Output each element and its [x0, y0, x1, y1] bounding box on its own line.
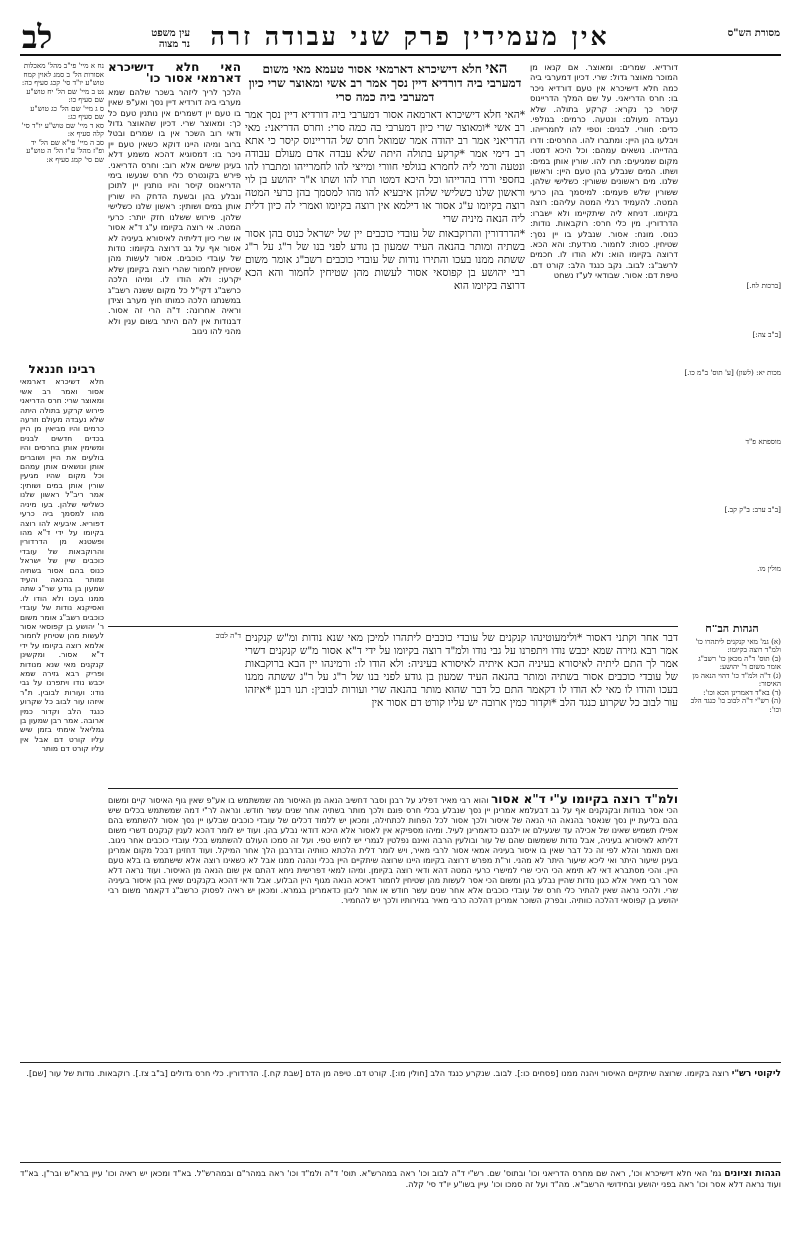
- hagahot-vetziyunim: [20, 1168, 781, 1228]
- section-divider: [108, 788, 678, 789]
- masoret-hashas-label: מסורת הש"ס: [727, 28, 780, 39]
- gemara-paragraph: *הדרדורין והרוקבאות של עובדי כוכבים יין של ישראל כנוס בהן אסור בשתיה ומותר בהנאה העיד שמעון בן גודע לפני בנו של ר"ג על ר"ג ששתה ממנו בעכו והתירו נודות של עובדי כוכבים רשב"ג אומר משום רבי יהושע בן קפוסאי אסור לעשות מהן שטיחין לחמור והא הכא דרוצה בקיומו הוא: [245, 228, 525, 292]
- rabenu-chananel-text: חלא דשיכרא דארמאי אסור ואמר רב אשי ומאוצר שרי: חרס הדריאני פירוש קרקע בתולה היתה שלא נעבדה מעולם וזרעה כרמים והיו מביאין מן היין בכדים חדשים לבנים ומשימין אותן בחרסים והיו בולעים את היין ושוברים אותן ונושאים אותן עמהם וכל מקום שהיו מגיעין שורין אותן במים ושותין: אמר ריב"ל ראשון שלנו כשלישי שלהן. בעו מיניה מהו למסמך ביה כרעי דפוריא. איבעיא להו רוצה בקיומו על ידי ד"א מהו ופשטנא מן הדרדורין והרוקבאות של עובדי כוכבים שיין של ישראל כנוס בהם אסור בשתיה ומותר בהנאה והעיד שמעון בן גודע שר"ג שתה ממנו בעכו ולא הודו לו. ואסיקנא נודות של עובדי כוכבים רשב"ג אומר משום ר' יהושע בן קפוסאי אסור לעשות מהן שטיחין לחמור אלמא רוצה בקיומו על ידי ד"א אסור. ומקשינן קנקנים מאי שנא מנודות ופריק רבא גזירה שמא יכבש נודו ויתפרנו על גבי נודו: ועורות לבובין. ת"ר איזהו עור לבוב כל שקרוע כנגד הלב וקדור כמין ארובה. אמר רבן שמעון בן גמליאל אימתי בזמן שיש עליו קורט דם אבל אין עליו קורט דם מותר: [20, 377, 104, 754]
- footer-divider: [20, 1162, 781, 1163]
- ein-mishpat-item: סב ה מיי' פי"א שם הל' יד ופ"ז מהל' ע"ז הל' ה טוש"ע שם סי' קמג סעיף א:: [26, 137, 104, 164]
- rashi-commentary: [530, 62, 678, 622]
- hagahot-item: (ג) ד"ה ולמ"ד כו' דהוי הנאה מן האיסור:: [692, 670, 781, 688]
- likutei-rashi: [20, 1068, 781, 1158]
- ein-mishpat-item: ס ג מיי' שם הל' כג טוש"ע שם סעיף כג:: [30, 103, 104, 121]
- hagahot-item: (ד) בא"ד דאמרינן הכא וכו':: [703, 687, 781, 697]
- ein-mishpat-item: סא ד מיי' שם טוש"ע יו"ד סי' קלה סעיף א:: [21, 120, 104, 138]
- ein-mishpat-label-line2: נר מצוה: [158, 39, 190, 50]
- footer-divider: [20, 1062, 781, 1063]
- masoret-note: [ברכות לח.]: [746, 281, 781, 290]
- hagahot-item: (ה) רש"י ד"ה לבוב כו' כנגד הלב וכו':: [690, 696, 781, 714]
- tosafot-commentary: [108, 62, 241, 622]
- section-divider: [108, 626, 678, 627]
- ein-mishpat-label-line1: עין משפט: [151, 28, 190, 39]
- hagahot-vetziyunim-text: גמ' האי חלא דישיכרא וכו', ראה שם מחרס הדריאני וכו' ובתוס' שם. רש"י ד"ה לבוב וכו' ראה במהרש"א. תוס' ד"ה ולמ"ד וכו' ראה במהר"ם ובמהרש"ל. בא"ד ומכאן יש ראיה וכו' עיין ברא"ש ובר"ן. בא"ד ועוד נראה דלא אסר וכו' ראה בפני יהושע ובחידושי הרשב"א. מה"ד ועל זה סמכו וכו' עיין בשו"ע יו"ד סי' קלה.: [20, 1168, 781, 1189]
- gemara-opening-phrase: חלא דישיכרא דארמאי אסור טעמא מאי משום דמערבי ביה דורדיא דיין נסך אמר רב אשי ומאוצר שרי כיון דמערבי ביה כמה סרי: [248, 62, 522, 104]
- tosafot-lead-marker: [108, 632, 241, 782]
- tosafot-bottom-text: והוא רבי מאיר דפליג על רבנן וסבר דחשיב הנאה מן האיסור מה שמשתמש בו אע"פ שאין גוף האיסור קיים ומשום הכי אסר בנודות ובקנקנים אף על גב דבעלמא אמרינן יין נסך שנבלע בכלי חרס פוגם ולכך מותר בשתיה אחר שנים עשר חודש. ונראה לר"י דמה שמשתמש בכלים שיש בהם בליעת יין נסך שנאסר בהנאה הוי הנאה של איסור ולכך אסור לכל הפחות לכתחילה, ומכאן יש ללמוד דכלים של עובדי כוכבים שבלעו יין נסך אסור להשתמש בהם אפילו תשמיש שאינו של אכילה עד שיגעילם או ילבנם כדאמרינן לעיל. ומיהו מספיקא אין לאסור אלא היכא דודאי נבלע בהן. ועוד יש לומר דהכא לענין קנקנים דשרי משום דליתא לאיסורא בעיניה, אבל נודות ששמשום שהם של עור ובולעין הרבה ואינם נפלטין לגמרי יש לחוש טפי. ועל זה סמכו העולם להשתמש בכלי עובדי כוכבים אחר ניגוב. ואם תאמר והלא לפי זה כל דבר שאין בו איסור בעיניה אמאי אסור לרבי מאיר, ויש לומר דלית הלכתא כוותיה ובדרבנן הלך אחר המיקל. ועוד דחזינן דבכל מקום אמרינן בעינן שיעור היתר ואי ליכא שיעור היתר לא מהני. ור"ת מפרש דרוצה בקיומו היינו שרוצה שיתקיים היין בכלי ונהנה ממנו אבל לא כשאינו רוצה אלא שישתמש בו בלא טעם היין. והכי מסתברא דאי לא תימא הכי היכי שרי למישרי כרעי המטה דהא ודאי רוצה בקיומן. ומיהו למאי דפרישית ניחא דהתם אין שום הנאה מן האיסור. ועוד נראה דלא אסר רבי מאיר אלא כגון נודות שהיין נבלע בהן ומשום הכי אסר לעשות מהן שטיחין לחמור דאיכא הנאה מגוף היין הבלוע. אבל ודאי דהכא בקנקנים שאין בהן איסור בעיניה שרי. ולהכי נראה שאין להתיר כלי חרס של עובדי כוכבים אלא אחר שנים עשר חודש או אחר ליבון כדאמרינן בגמרא. ומכאן יש ראיה לפסוק כרשב"ג דקאמר משום רבי יהושע בן קפוסאי דהלכה כוותיה. ובפרק השוכר אמרינן דהלכה כרבי מאיר בגזירותיו ולכך יש להחמיר.: [108, 796, 678, 905]
- tosafot-bottom: [108, 794, 678, 1056]
- likutei-rashi-text: רוצה בקיומו. שרוצה שיתקיים האיסור ויהנה ממנו [פסחים כו:]. לבוב. שנקרע כנגד הלב [חולין מו:]. קורט דם. טיפה מן הדם [שבת קח.]. הדרדורין. כלי חרס גדולים [ב"ב צז.]. רוקבאות. נודות של עור [שם].: [26, 1068, 730, 1078]
- tosafot-marker: ד"ה לבוב: [215, 632, 241, 640]
- page-title: אין מעמידין פרק שני עבודה זרה: [210, 22, 610, 51]
- ein-mishpat-item: נח א מיי' פי"ב מהל' מאכלות אסורות הל' ב סמג לאוין קמח טוש"ע יו"ד סי' קכג סעיף כה:: [21, 62, 104, 87]
- tosafot-lead: האי חלא דישיכרא דארמאי אסור כו': [108, 62, 241, 86]
- likutei-rashi-label: ליקוטי רש"י: [731, 1069, 781, 1079]
- rabenu-chananel: [20, 365, 104, 1055]
- gemara-paragraph: *האי חלא דישיכרא דארמאה אסור דמערבי ביה דורדיא דיין נסך אמר רב אשי *ומאוצר שרי כיון דמערבי בה כמה סרי: וחרס הדריאני: מאי הדריאני אמר רב יהודה אמר שמואל חרס של הדריינוס קיסר כי אתא רב דימי אמר *קרקע בתולה היתה שלא עבדה אדם מעולם עבודה ונטעה ורמי ליה לחמרא בגולפי חוורי ומייצי להו לחמרייהו ומתברו להו בחספי ודרו בהדייהו וכל היכא דמטו תרו להו ושתו א"ר יהושע בן לוי וראשון שלנו כשלישי שלהן איבעיא להו מהו למסמך בהן כרעי המטה רוצה בקיומו ע"ג אסור או דילמא אין רוצה בקיומו ואמרי לה כיון דלית ליה הנאה מיניה שרי: [245, 109, 525, 225]
- masoret-note: מוספתא פ"ד: [745, 436, 781, 446]
- hagahot-item: (ב) תוס' ד"ה מכאן כו' רשב"ג אומר משום ר' יהושע:: [698, 653, 781, 671]
- ein-mishpat-label: [110, 28, 190, 50]
- hagahot-habach-title: הגהות הב"ח: [705, 625, 759, 635]
- tosafot-text: הלכך לריך ליזהר בשכר שלהם שמא מערבי ביה דורדיא דיין נסך ואע"פ שאין בו טעם יין דשמרים אין נותנין טעם כל כך: ומאוצר שרי. דכיון שהאוצר גדול ודאי רוב השכר אין בו שמרים ובטל ברוב ומיהו היינו דוקא כשאין טעם יין ניכר בו: דמסוגיא דהכא משמע דלא בעינן שישים אלא רוב: וחרס הדריאני. פירש בקונטרס כלי חרס שנעשו בימי הדריאנוס קיסר והיו נותנין יין לתוכן ונבלע בהן ובשעת הדחק היו שורין אותן במים ושותין: ראשון שלנו כשלישי שלהן. פירוש ששלנו חזק יותר: כרעי המטה. אי רוצה בקיומו ע"ג ד"א אסור או שרי כיון דליתיה לאיסורא בעיניה לא אסור אף על גב דרוצה בקיומו: נודות של עובדי כוכבים. אסור לעשות מהן שטיחין לחמור שהרי רוצה בקיומן שלא יקרעו: ולא הודו לו. ומיהו הלכה כרשב"ג דקי"ל כל מקום ששנה רשב"ג במשנתנו הלכה כמותו חוץ מערב וצידן וראיה אחרונה: ד"ה הרי זה אסור. דבנודות אין להם היתר בשום ענין ולא מהני להו ניגוב: [108, 86, 241, 337]
- ein-mishpat-item: נט ב מיי' שם הל' יח טוש"ע שם סעיף כו:: [26, 86, 104, 104]
- masoret-note: [ב"ב צה:]: [752, 329, 781, 339]
- gemara-text: [245, 62, 525, 622]
- hagahot-item: (א) גמ' מאי קנקנים ליתהרו כו' ולמ"ד רוצה בקיומו:: [695, 636, 781, 654]
- gemara-opening-word: האי: [485, 62, 508, 77]
- tosafot-bottom-lead: ולמ"ד רוצה בקיומו ע"י ד"א אסור: [491, 794, 678, 806]
- rabenu-chananel-title: רבינו חננאל: [28, 365, 96, 376]
- gemara-paragraph: דבר אחר וקתני דאסור *ולימעוטינהו קנקנים של עובדי כוכבים ליתהרו למיכן מאי שנא נודות ומ"ש קנקנים אמר רבא גזירה שמא יכבש נודו ויתפרנו על גבי נודו ולמ"ד רוצה בקיומו על ידי ד"א אסור מ"ש קנקנים דשרי אמר לך התם ליתיה לאיסורא בעיניה הכא איתיה לאיסורא בעיניה: ולא הודו לו: ורמינהו יין הבא ברוקבאות של עובדי כוכבים אסור בשתיה ומותר בהנאה העיד שמעון בן גודע לפני בנו של ר"ג על ר"ג ששתה ממנו בעכו והודו לו מאי לא הודו לו דקאמר התם כל דבר שהוא מותר בהנאה שרי ועורות לבובין: תנו רבנן *איזהו עור לבוב כל שקרוע כנגד הלב *וקדור כמין ארובה יש עליו קורט דם אסור אין: [245, 632, 678, 709]
- rashi-text: דורדיא. שמרים: ומאוצר. אם קנאו מן המוכר מאוצר גדול: שרי. דכיון דמערבי ביה כמה חלא דישיכרא אין טעם דורדיא ניכר בו: חרס הדריאני. על שם המלך הדריינוס קיסר כך נקרא: קרקע בתולה. שלא נעבדה מעולם: ונטעה. כרמים: בגולפי. כדים: חוורי. לבנים: וטפי להו לחמרייהו. ויבלעו בהן היין: ומתברו להו. החרסים: ודרו בהדייהו. נושאים עמהם: וכל היכא דמטו. מקום שמגיעים: תרו להו. שורין אותן במים: ושתו. המים שנבלע בהן טעם היין: וראשון שלנו. מים ראשונים ששורין: כשלישי שלהן. ששורין שלש פעמים: למיסמך בהן כרעי המטה. להעמיד רגלי המטה עליהם: רוצה בקיומו. דניחא ליה שיתקיימו ולא ישברו: הדרדורין. מין כלי חרס: רוקבאות. נודות: כנוס. מונח: אסור. שנבלע בו יין נסך: שטיחין. כסות: לחמור. מרדעת: והא הכא. דרוצה בקיומו הוא: ולא הודו לו. חכמים לרשב"ג: לבוב. נקב כנגד הלב: קורט דם. טיפת דם: אסור. שבודאי לע"ז נשחט: [530, 62, 678, 281]
- daf-number: לב: [22, 18, 53, 56]
- gemara-continuation: [245, 632, 678, 782]
- masoret-note: [ב"ב ערב: ב"ק קב.]: [724, 505, 781, 514]
- masoret-note: מולין מו.: [757, 563, 781, 573]
- masoret-note: מכות יא: (לשון) [ע' תוס' ב"מ כו.]: [684, 368, 781, 377]
- ein-mishpat: [20, 62, 104, 362]
- masoret-notes: [683, 62, 781, 622]
- hagahot-vetziyunim-label: הגהות וציונים: [724, 1169, 781, 1179]
- hagahot-habach: [683, 625, 781, 955]
